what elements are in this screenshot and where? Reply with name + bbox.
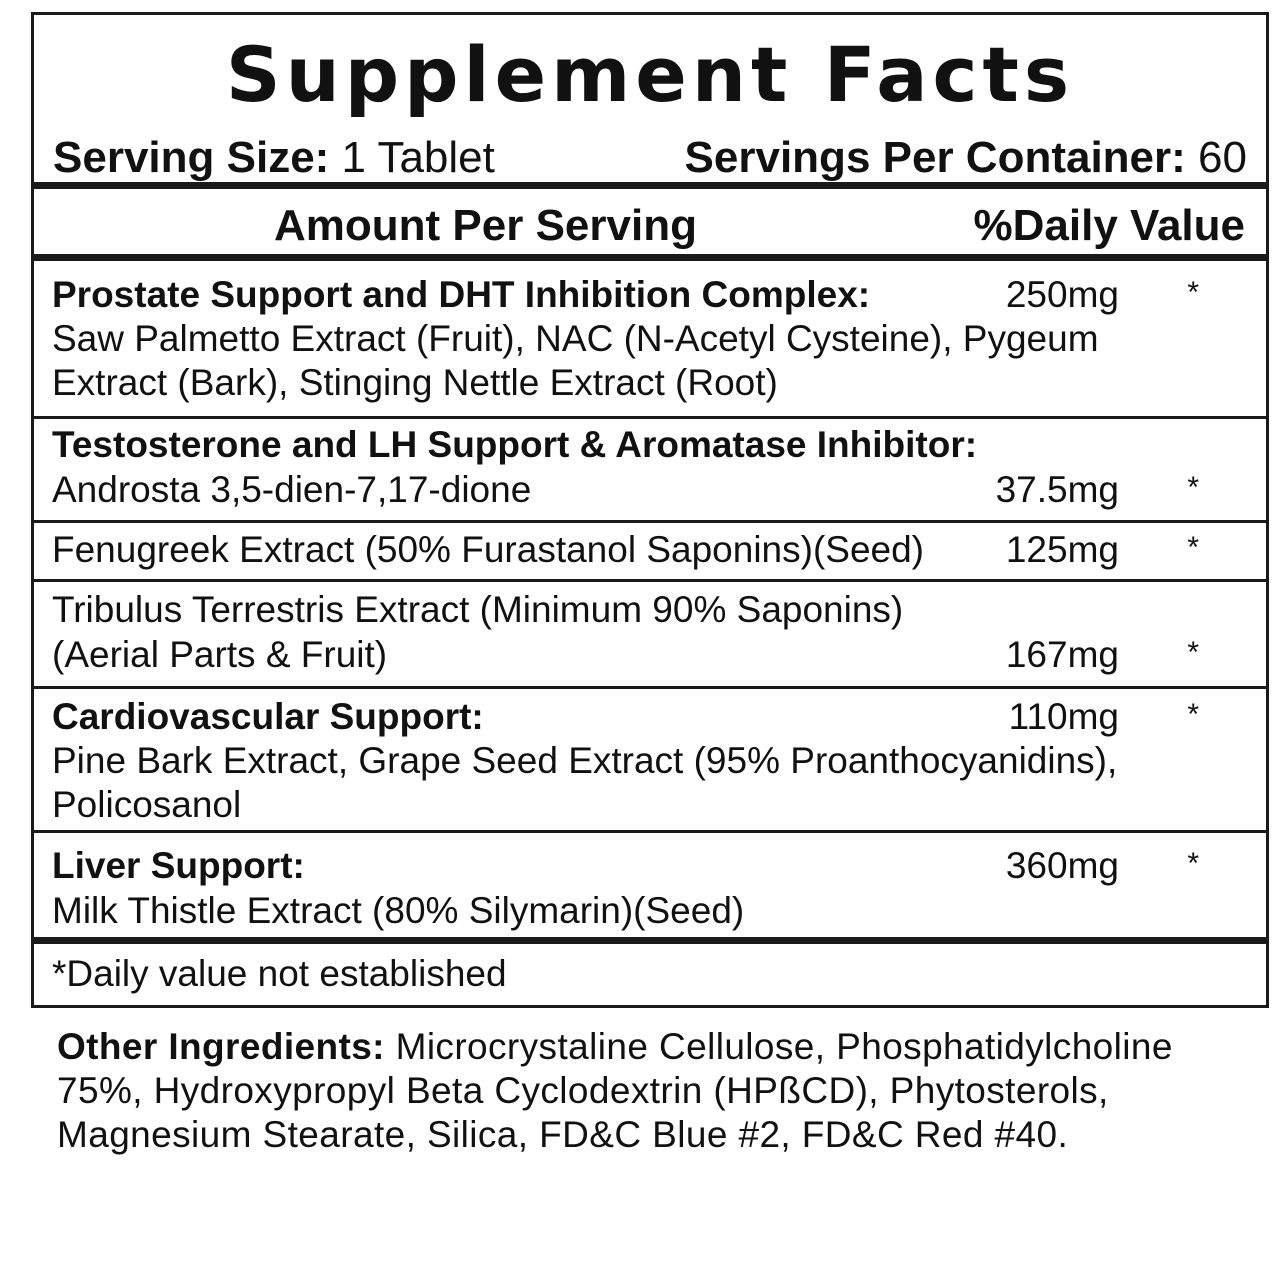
thick-divider xyxy=(34,254,1266,261)
fenugreek-amount: 125mg xyxy=(1005,529,1119,570)
prostate-complex-ingredients: Saw Palmetto Extract (Fruit), NAC (N-Acetyl Cysteine), Pygeum xyxy=(52,318,1099,359)
liver-support-heading: Liver Support: xyxy=(52,845,305,886)
thick-divider xyxy=(34,182,1266,189)
column-header-row xyxy=(34,192,1266,260)
testosterone-support-heading: Testosterone and LH Support & Aromatase Inhibitor: xyxy=(52,424,978,465)
tribulus-amount: 167mg xyxy=(1005,634,1119,675)
row-divider xyxy=(34,520,1266,523)
panel-title: Supplement Facts xyxy=(225,30,1075,119)
serving-info-row xyxy=(34,127,1266,189)
daily-value-header: %Daily Value xyxy=(973,201,1245,250)
fenugreek-ingredient: Fenugreek Extract (50% Furastanol Saponins)(Seed) xyxy=(52,529,924,570)
servings-per-container-value: 60 xyxy=(1198,133,1247,182)
prostate-complex-ingredients: Extract (Bark), Stinging Nettle Extract (Root) xyxy=(52,362,778,403)
fenugreek-dv: * xyxy=(1187,531,1199,564)
prostate-complex-heading: Prostate Support and DHT Inhibition Complex: xyxy=(52,274,871,315)
other-ingredients-label: Other Ingredients: xyxy=(57,1026,385,1067)
row-divider xyxy=(34,830,1266,833)
other-ingredients-text: Magnesium Stearate, Silica, FD&C Blue #2, FD&C Red #40. xyxy=(57,1114,1069,1155)
liver-support-amount: 360mg xyxy=(1005,845,1119,886)
serving-size xyxy=(53,127,495,189)
amount-per-serving-header: Amount Per Serving xyxy=(274,201,697,250)
other-ingredients-text: Microcrystaline Cellulose, Phosphatidylcholine xyxy=(395,1026,1173,1067)
cardiovascular-support-heading: Cardiovascular Support: xyxy=(52,696,484,737)
row-divider xyxy=(34,686,1266,689)
tribulus-ingredient: (Aerial Parts & Fruit) xyxy=(52,634,388,675)
supplement-facts-panel xyxy=(31,12,1269,1008)
cardiovascular-ingredients: Pine Bark Extract, Grape Seed Extract (95% Proanthocyanidins), xyxy=(52,740,1118,781)
serving-size-value: 1 Tablet xyxy=(341,133,495,182)
cardiovascular-support-dv: * xyxy=(1187,698,1199,731)
serving-size-label: Serving Size: xyxy=(53,133,330,182)
cardiovascular-support-amount: 110mg xyxy=(1008,696,1119,737)
other-ingredients-text: 75%, Hydroxypropyl Beta Cyclodextrin (HPßCD), Phytosterols, xyxy=(57,1070,1109,1111)
thick-divider xyxy=(34,937,1266,944)
tribulus-dv: * xyxy=(1187,636,1199,669)
cardiovascular-ingredients: Policosanol xyxy=(52,784,242,825)
daily-value-footnote: *Daily value not established xyxy=(52,953,507,994)
tribulus-ingredient: Tribulus Terrestris Extract (Minimum 90% Saponins) xyxy=(52,589,904,630)
servings-per-container xyxy=(685,127,1247,189)
androsta-amount: 37.5mg xyxy=(995,469,1119,510)
androsta-dv: * xyxy=(1187,471,1199,504)
prostate-complex-dv: * xyxy=(1187,276,1199,309)
milk-thistle-ingredient: Milk Thistle Extract (80% Silymarin)(Seed) xyxy=(52,890,745,931)
row-divider xyxy=(34,579,1266,582)
row-divider xyxy=(34,416,1266,419)
liver-support-dv: * xyxy=(1187,847,1199,880)
androsta-ingredient: Androsta 3,5-dien-7,17-dione xyxy=(52,469,532,510)
other-ingredients xyxy=(57,1025,1252,1157)
other-ingredients-line xyxy=(57,1025,1252,1069)
prostate-complex-amount: 250mg xyxy=(1005,274,1119,315)
servings-per-container-label: Servings Per Container: xyxy=(684,133,1186,182)
